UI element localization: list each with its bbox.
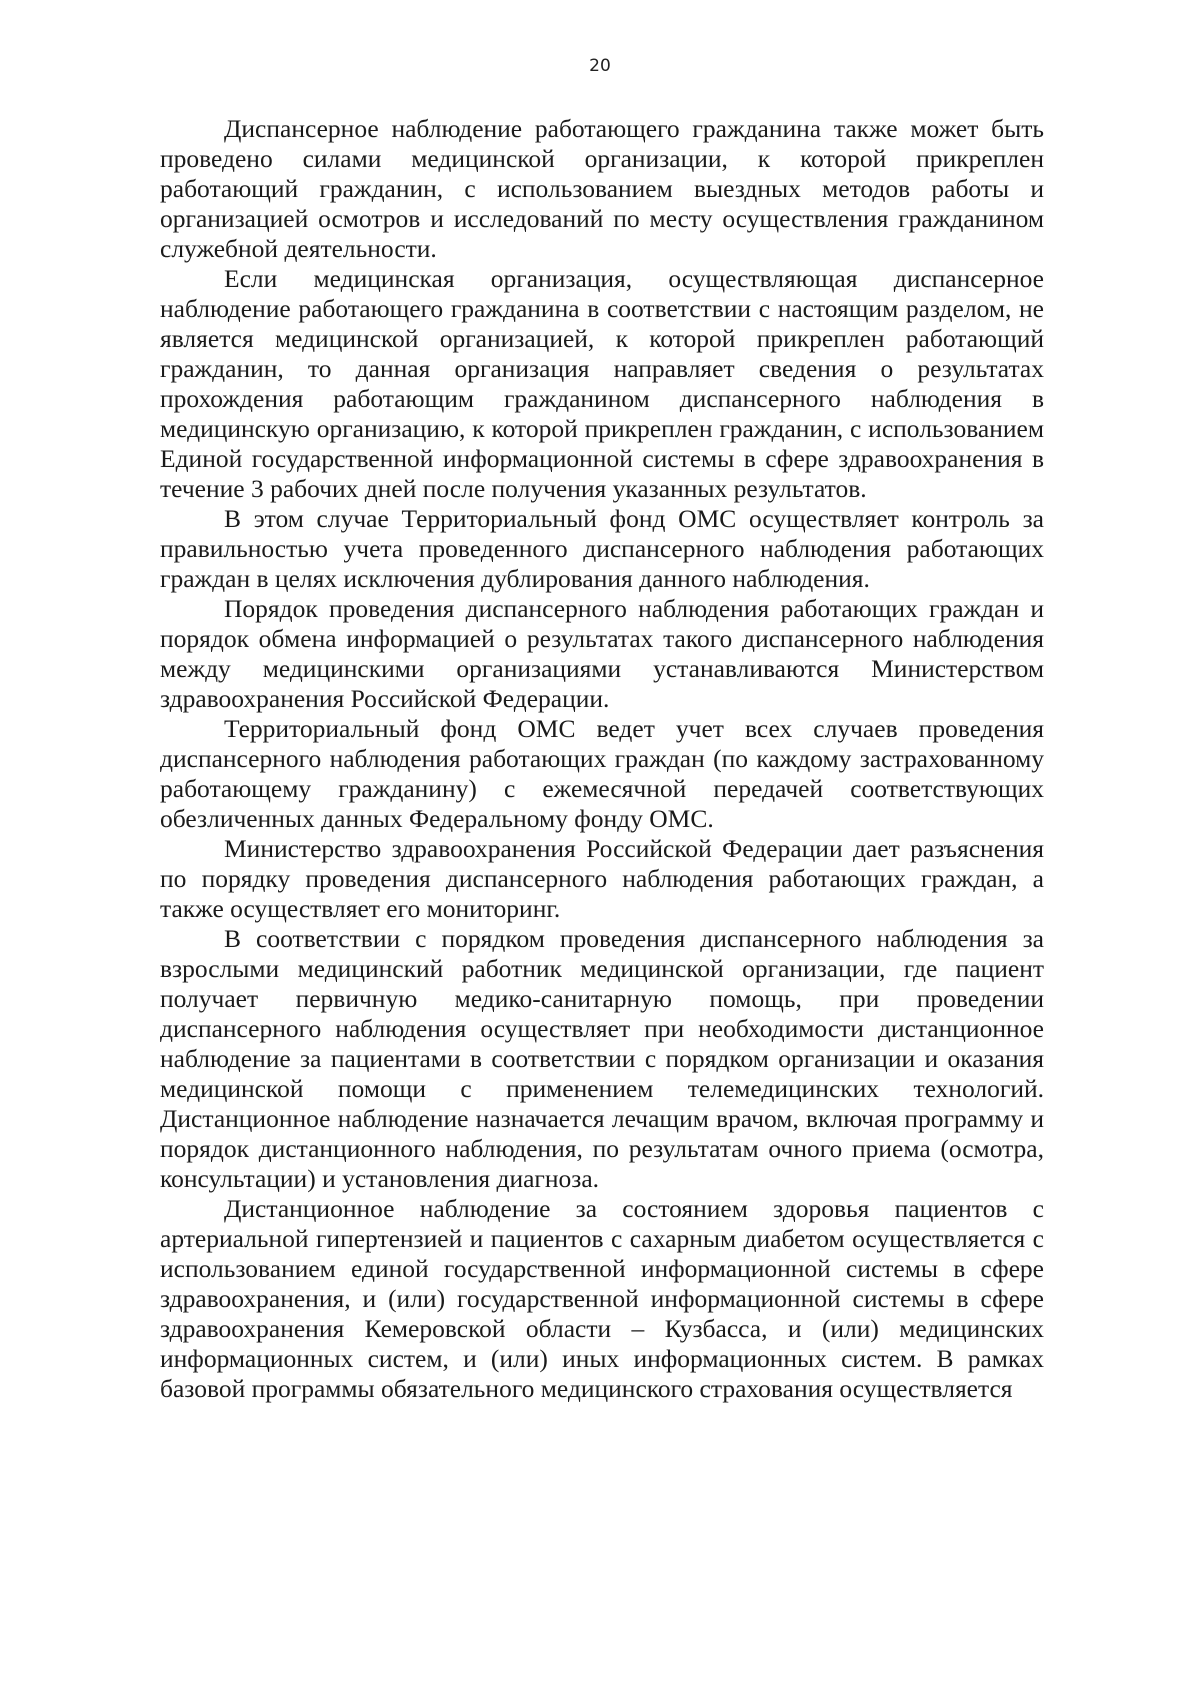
page-number: 20 — [589, 56, 611, 76]
paragraph-4: Порядок проведения диспансерного наблюдения работающих граждан и порядок обмена информацией о результатах такого диспансерного наблюдения между медицинскими организациями устанавливаются Министерством здравоохранения Российской Федерации. — [160, 594, 1044, 713]
paragraph-7: В соответствии с порядком проведения диспансерного наблюдения за взрослыми медицинский работник медицинской организации, где пациент получает первичную медико-санитарную помощь, при проведении диспансерного наблюдения осуществляет при необходимости дистанционное наблюдение за пациентами в соответствии с порядком организации и оказания медицинской помощи с применением телемедицинских технологий. Дистанционное наблюдение назначается лечащим врачом, включая программу и порядок дистанционного наблюдения, по результатам очного приема (осмотра, консультации) и установления диагноза. — [160, 924, 1044, 1193]
paragraph-1: Диспансерное наблюдение работающего гражданина также может быть проведено силами медицинской организации, к которой прикреплен работающий гражданин, с использованием выездных методов работы и организацией осмотров и исследований по месту осуществления гражданином служебной деятельности. — [160, 114, 1044, 263]
document-body — [160, 114, 1044, 1404]
paragraph-8: Дистанционное наблюдение за состоянием здоровья пациентов с артериальной гипертензией и пациентов с сахарным диабетом осуществляется с использованием единой государственной информационной системы в сфере здравоохранения, и (или) государственной информационной системы в сфере здравоохранения Кемеровской области – Кузбасса, и (или) медицинских информационных систем, и (или) иных информационных систем. В рамках базовой программы обязательного медицинского страхования осуществляется — [160, 1194, 1044, 1403]
paragraph-6: Министерство здравоохранения Российской Федерации дает разъяснения по порядку проведения диспансерного наблюдения работающих граждан, а также осуществляет его мониторинг. — [160, 834, 1044, 923]
paragraph-5: Территориальный фонд ОМС ведет учет всех случаев проведения диспансерного наблюдения работающих граждан (по каждому застрахованному работающему гражданину) с ежемесячной передачей соответствующих обезличенных данных Федеральному фонду ОМС. — [160, 714, 1044, 833]
paragraph-3: В этом случае Территориальный фонд ОМС осуществляет контроль за правильностью учета проведенного диспансерного наблюдения работающих граждан в целях исключения дублирования данного наблюдения. — [160, 504, 1044, 593]
paragraph-2: Если медицинская организация, осуществляющая диспансерное наблюдение работающего гражданина в соответствии с настоящим разделом, не является медицинской организацией, к которой прикреплен работающий гражданин, то данная организация направляет сведения о результатах прохождения работающим гражданином диспансерного наблюдения в медицинскую организацию, к которой прикреплен гражданин, с использованием Единой государственной информационной системы в сфере здравоохранения в течение 3 рабочих дней после получения указанных результатов. — [160, 264, 1044, 503]
